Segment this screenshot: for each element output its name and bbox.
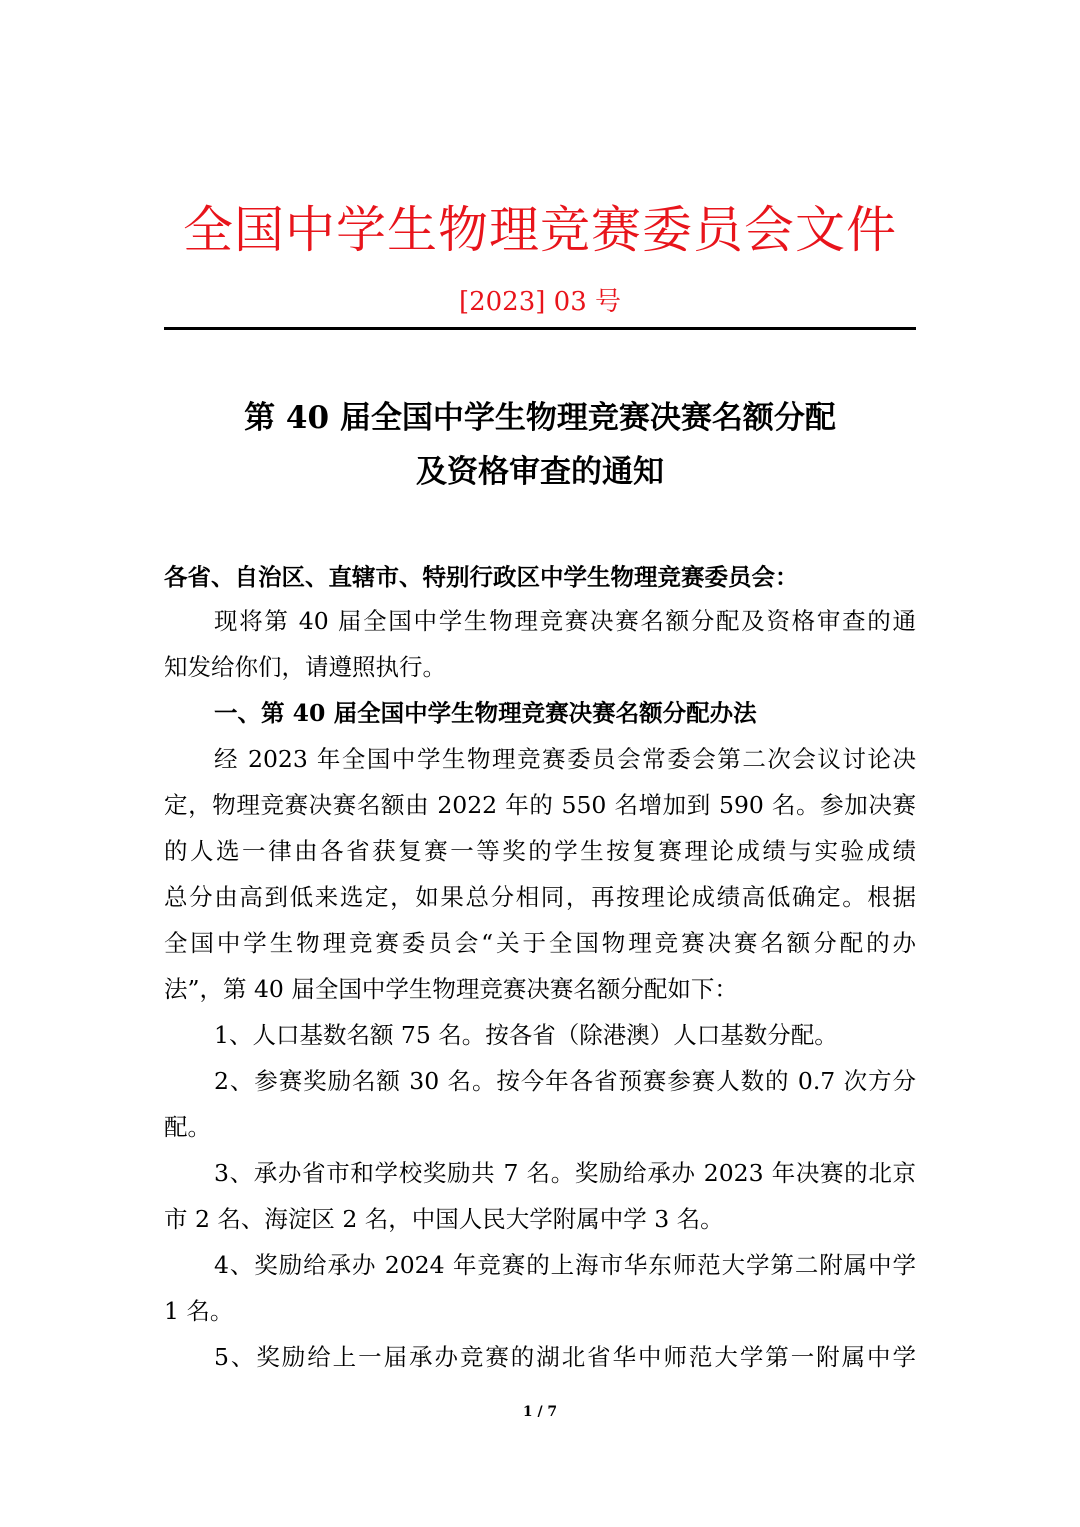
- document-number: [2023] 03 号: [458, 287, 622, 317]
- item-4-line-2: 1 名。: [164, 1297, 234, 1325]
- item-1: 1、人口基数名额 75 名。按各省（除港澳）人口基数分配。: [214, 1021, 838, 1049]
- issuer-title: 全国中学生物理竞赛委员会文件: [183, 201, 897, 259]
- paragraph-1-line-4: 总分由高到低来选定，如果总分相同，再按理论成绩高低确定。根据: [164, 883, 916, 911]
- header-divider: [164, 327, 916, 330]
- addressee: 各省、自治区、直辖市、特别行政区中学生物理竞赛委员会：: [164, 563, 799, 591]
- item-2-line-2: 配。: [164, 1113, 211, 1141]
- paragraph-1-line-1: 经 2023 年全国中学生物理竞赛委员会常委会第二次会议讨论决: [214, 745, 916, 773]
- paragraph-1-line-3: 的人选一律由各省获复赛一等奖的学生按复赛理论成绩与实验成绩: [164, 837, 916, 865]
- paragraph-1-line-5: 全国中学生物理竞赛委员会“关于全国物理竞赛决赛名额分配的办: [164, 929, 916, 957]
- item-3-line-2: 市 2 名、海淀区 2 名，中国人民大学附属中学 3 名。: [164, 1205, 724, 1233]
- notice-title-line-1: 第 40 届全国中学生物理竞赛决赛名额分配: [244, 400, 836, 436]
- paragraph-1-line-2: 定，物理竞赛决赛名额由 2022 年的 550 名增加到 590 名。参加决赛: [164, 791, 916, 819]
- item-3-line-1: 3、承办省市和学校奖励共 7 名。奖励给承办 2023 年决赛的北京: [214, 1159, 916, 1187]
- page-indicator: 1 / 7: [522, 1404, 558, 1420]
- item-4-line-1: 4、奖励给承办 2024 年竞赛的上海市华东师范大学第二附属中学: [214, 1251, 916, 1279]
- notice-title-line-2: 及资格审查的通知: [416, 454, 664, 490]
- intro-line-2: 知发给你们，请遵照执行。: [164, 653, 446, 681]
- item-5-line-1: 5、奖励给上一届承办竞赛的湖北省华中师范大学第一附属中学: [214, 1343, 916, 1371]
- intro-line-1: 现将第 40 届全国中学生物理竞赛决赛名额分配及资格审查的通: [214, 607, 916, 635]
- item-2-line-1: 2、参赛奖励名额 30 名。按今年各省预赛参赛人数的 0.7 次方分: [214, 1067, 916, 1095]
- section-1-heading: 一、第 40 届全国中学生物理竞赛决赛名额分配办法: [214, 699, 757, 727]
- paragraph-1-line-6: 法”，第 40 届全国中学生物理竞赛决赛名额分配如下：: [164, 975, 738, 1003]
